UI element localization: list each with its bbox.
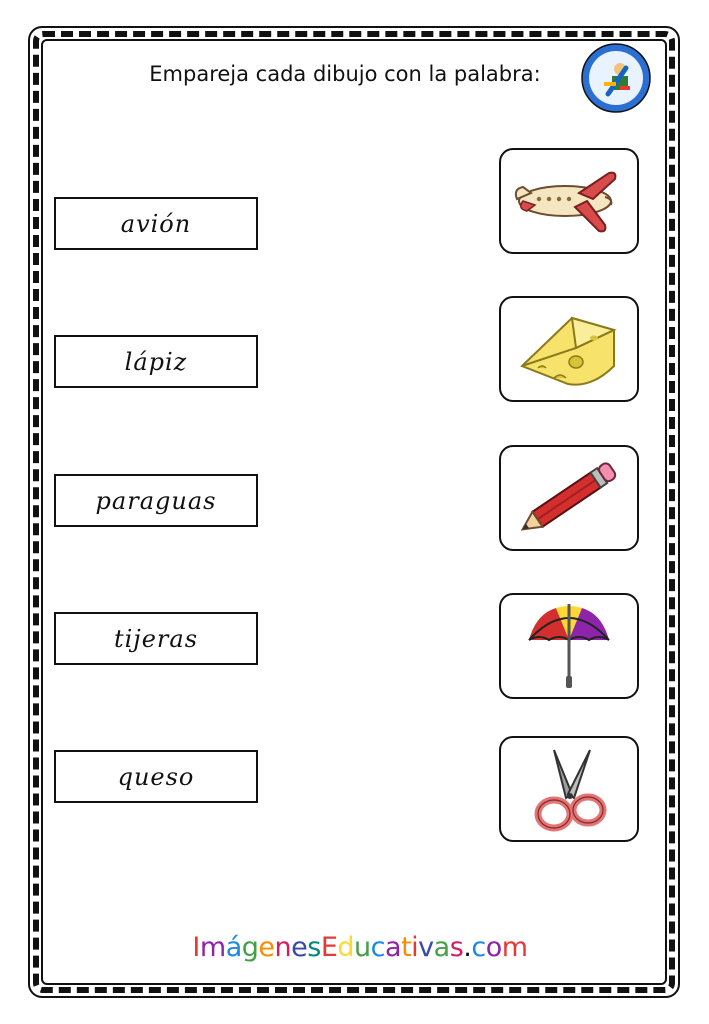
word-box-lapiz[interactable] (54, 335, 258, 388)
scissors-icon (524, 742, 614, 836)
umbrella-icon (524, 600, 614, 692)
footer-brand-letter: v (418, 932, 434, 963)
word-label: paraguas (95, 486, 217, 515)
footer-brand-letter: I (192, 932, 200, 963)
footer-brand-letter: á (225, 932, 242, 963)
footer-brand-letter: c (471, 932, 486, 963)
picture-box-cheese[interactable] (499, 296, 639, 402)
picture-box-pencil[interactable] (499, 445, 639, 551)
footer-brand-letter: a (385, 932, 402, 963)
word-label: tijeras (113, 624, 199, 653)
airplane-icon (509, 161, 629, 241)
footer-brand-letter: e (291, 932, 308, 963)
footer-brand-letter: u (354, 932, 371, 963)
footer-brand-letter: e (258, 932, 275, 963)
page-title: Empareja cada dibujo con la palabra: (149, 62, 541, 86)
footer-brand-letter: c (370, 932, 386, 963)
word-label: lápiz (124, 347, 188, 376)
picture-box-umbrella[interactable] (499, 593, 639, 699)
word-box-paraguas[interactable] (54, 474, 258, 527)
footer-brand-letter: n (274, 932, 292, 963)
picture-box-airplane[interactable] (499, 148, 639, 254)
footer-brand-letter: a (433, 932, 450, 963)
footer-brand-letter: s (307, 932, 321, 963)
brand-badge-icon (580, 42, 652, 114)
footer-brand-letter: i (411, 932, 419, 963)
word-box-queso[interactable] (54, 750, 258, 803)
footer-brand-letter: t (401, 932, 412, 963)
pencil-icon (509, 453, 629, 543)
cheese-icon (514, 304, 624, 394)
word-box-avion[interactable] (54, 197, 258, 250)
word-box-tijeras[interactable] (54, 612, 258, 665)
word-label: avión (120, 209, 192, 238)
footer-brand-letter: o (485, 932, 502, 963)
word-label: queso (117, 762, 195, 791)
footer-brand-letter: E (320, 932, 338, 963)
footer-brand-letter: g (241, 932, 259, 963)
footer-brand-letter: m (501, 932, 528, 963)
footer-brand[interactable] (150, 932, 570, 963)
footer-brand-letter: . (463, 932, 472, 963)
footer-brand-letter: d (337, 932, 355, 963)
footer-brand-letter: m (199, 932, 226, 963)
footer-brand-letter: s (449, 932, 464, 963)
picture-box-scissors[interactable] (499, 736, 639, 842)
